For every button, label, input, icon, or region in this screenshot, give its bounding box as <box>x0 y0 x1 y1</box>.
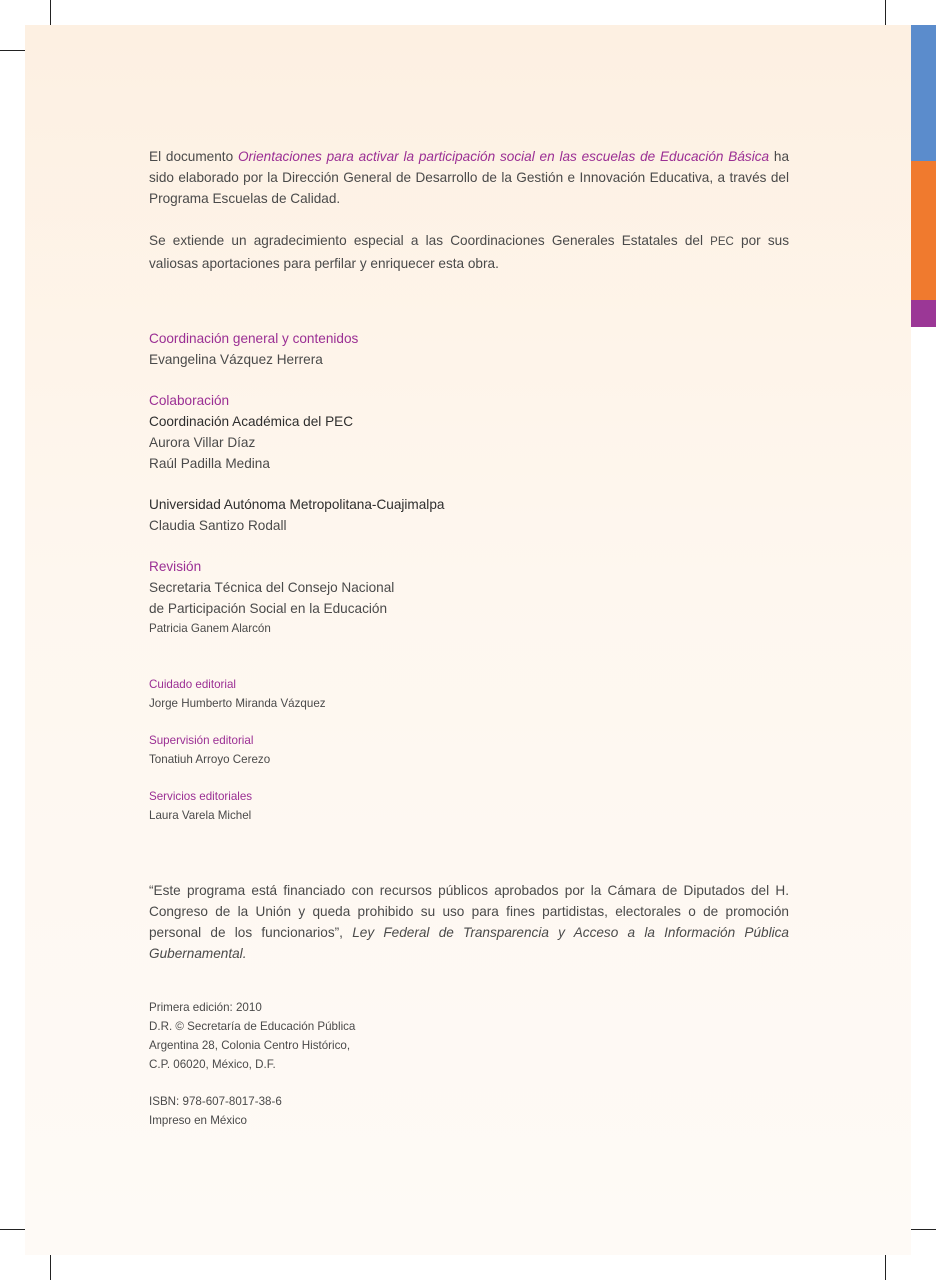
credits-review <box>149 556 394 638</box>
pec-abbr: PEC <box>710 236 734 248</box>
intro-rest: ha sido elaborado por la Dirección General de Desarrollo de la Gestión e Innovación Educativa, a través del Programa Escuelas de Calidad. <box>149 149 789 206</box>
address-line: C.P. 06020, México, D.F. <box>149 1058 276 1071</box>
edition-line: Primera edición: 2010 <box>149 1001 262 1014</box>
credits-editorial-care <box>149 675 326 713</box>
credits-university <box>149 494 444 536</box>
intro-lead: El documento <box>149 149 238 164</box>
document-title: Orientaciones para activar la participación social en las escuelas de Educación Básica <box>237 149 770 164</box>
color-tab-blue <box>911 25 936 161</box>
credits-editorial-supervision <box>149 731 270 769</box>
imprint <box>149 998 355 1130</box>
printed-line: Impreso en México <box>149 1114 247 1127</box>
crop-mark <box>911 1229 936 1230</box>
crop-mark <box>885 1255 886 1280</box>
editorial-services-name: Laura Varela Michel <box>149 809 252 822</box>
coordination-heading: Coordinación general y contenidos <box>149 331 359 346</box>
crop-mark <box>50 1255 51 1280</box>
crop-mark <box>885 0 886 25</box>
intro-section <box>149 146 789 274</box>
legal-notice <box>149 880 789 964</box>
collaboration-org: Coordinación Académica del PEC <box>149 414 354 429</box>
credits-editorial-services <box>149 787 252 825</box>
isbn-line: ISBN: 978-607-8017-38-6 <box>149 1095 282 1108</box>
color-tab-purple <box>911 300 936 327</box>
coordination-name: Evangelina Vázquez Herrera <box>149 352 323 367</box>
review-heading: Revisión <box>149 559 202 574</box>
university-name: Claudia Santizo Rodall <box>149 518 287 533</box>
address-line: Argentina 28, Colonia Centro Histórico, <box>149 1039 351 1052</box>
legal-quote: “Este programa está financiado con recursos públicos aprobados por la Cámara de Diputados del H. Congreso de la Unión y queda prohibido su uso para fines partidistas, electorales o de promoción personal de los funcionarios”, <box>149 883 789 940</box>
intro-paragraph-2 <box>149 230 789 274</box>
crop-mark <box>0 50 25 51</box>
intro-paragraph-1 <box>149 146 789 209</box>
review-line: Secretaria Técnica del Consejo Nacional <box>149 580 395 595</box>
editorial-care-heading: Cuidado editorial <box>149 678 237 691</box>
editorial-services-heading: Servicios editoriales <box>149 790 253 803</box>
credits-collaboration <box>149 390 353 474</box>
collaborator-name: Raúl Padilla Medina <box>149 456 270 471</box>
rights-line: D.R. © Secretaría de Educación Pública <box>149 1020 356 1033</box>
crop-mark <box>0 1229 25 1230</box>
crop-mark <box>50 0 51 25</box>
collaborator-name: Aurora Villar Díaz <box>149 435 256 450</box>
editorial-supervision-heading: Supervisión editorial <box>149 734 254 747</box>
review-name: Patricia Ganem Alarcón <box>149 622 271 635</box>
legal-paragraph <box>149 880 789 964</box>
editorial-care-name: Jorge Humberto Miranda Vázquez <box>149 697 326 710</box>
credits-coordination <box>149 328 358 370</box>
thanks-lead: Se extiende un agradecimiento especial a las Coordinaciones Generales Estatales del <box>149 233 711 248</box>
collaboration-heading: Colaboración <box>149 393 230 408</box>
color-tab-orange <box>911 161 936 300</box>
thanks-rest: por sus valiosas aportaciones para perfilar y enriquecer esta obra. <box>149 233 789 271</box>
law-name: Ley Federal de Transparencia y Acceso a la Información Pública Gubernamental. <box>149 925 789 961</box>
editorial-supervision-name: Tonatiuh Arroyo Cerezo <box>149 753 271 766</box>
university-org: Universidad Autónoma Metropolitana-Cuajimalpa <box>149 497 445 512</box>
review-line: de Participación Social en la Educación <box>149 601 388 616</box>
